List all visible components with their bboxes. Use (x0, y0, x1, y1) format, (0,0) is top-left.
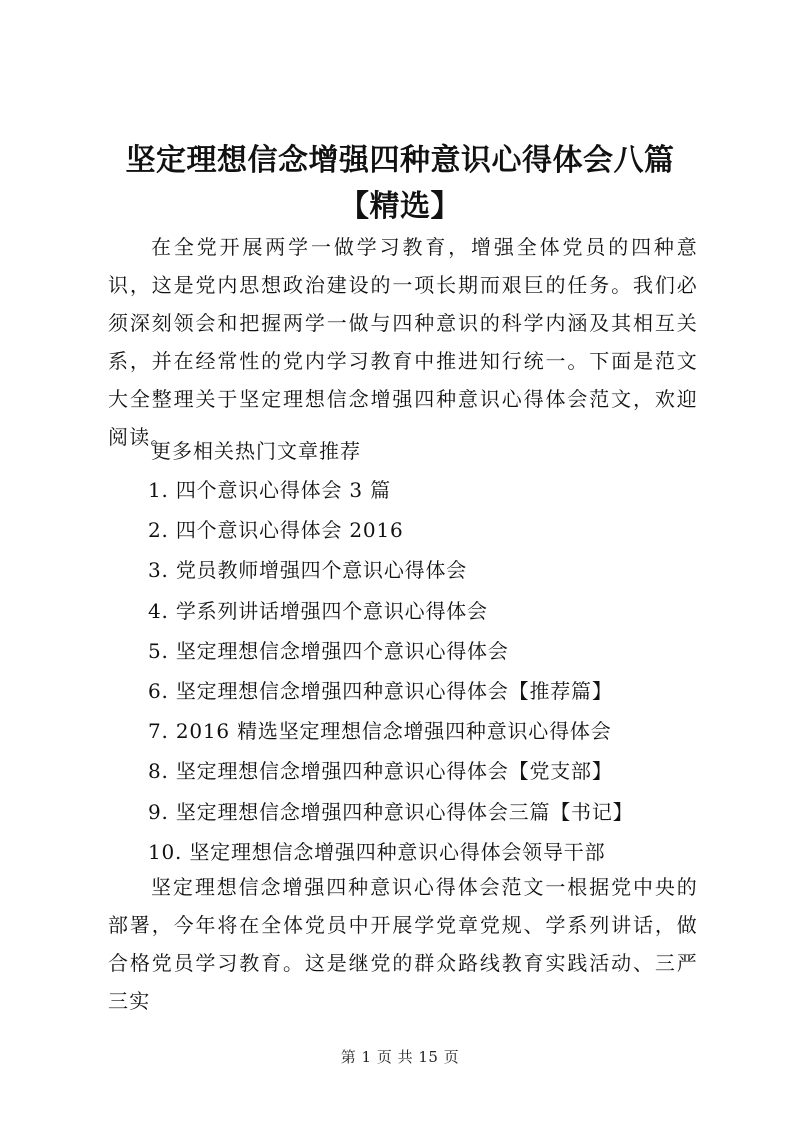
related-articles-list (148, 470, 633, 872)
related-article-link[interactable]: 9. 坚定理想信念增强四种意识心得体会三篇【书记】 (148, 799, 634, 824)
body-paragraph: 坚定理想信念增强四种意识心得体会范文一根据党中央的部署，今年将在全体党员中开展学党章党规、学系列讲话，做合格党员学习教育。这是继党的群众路线教育实践活动、三严三实 (108, 875, 698, 1013)
related-article-link[interactable]: 4. 学系列讲话增强四个意识心得体会 (148, 598, 488, 623)
page-number: 第 1 页 共 15 页 (340, 1048, 460, 1066)
related-article-link[interactable]: 5. 坚定理想信念增强四个意识心得体会 (148, 638, 509, 663)
related-article-link[interactable]: 7. 2016 精选坚定理想信念增强四种意识心得体会 (148, 719, 612, 744)
related-article-link[interactable]: 10. 坚定理想信念增强四种意识心得体会领导干部 (148, 839, 606, 864)
related-articles-heading: 更多相关热门文章推荐 (151, 439, 361, 463)
document-title: 坚定理想信念增强四种意识心得体会八篇【精选】 (125, 143, 675, 224)
related-article-link[interactable]: 1. 四个意识心得体会 3 篇 (148, 478, 391, 502)
related-article-link[interactable]: 3. 党员教师增强四个意识心得体会 (148, 558, 468, 583)
related-article-link[interactable]: 8. 坚定理想信念增强四种意识心得体会【党支部】 (148, 759, 613, 784)
intro-paragraph: 在全党开展两学一做学习教育，增强全体党员的四种意识，这是党内思想政治建设的一项长期而艰巨的任务。我们必须深刻领会和把握两学一做与四种意识的科学内涵及其相互关系，并在经常性的党内学习教育中推进知行统一。下面是范文大全整理关于坚定理想信念增强四种意识心得体会范文，欢迎阅读。 (108, 235, 698, 449)
related-article-link[interactable]: 6. 坚定理想信念增强四种意识心得体会【推荐篇】 (148, 679, 613, 704)
related-article-link[interactable]: 2. 四个意识心得体会 2016 (148, 518, 404, 543)
